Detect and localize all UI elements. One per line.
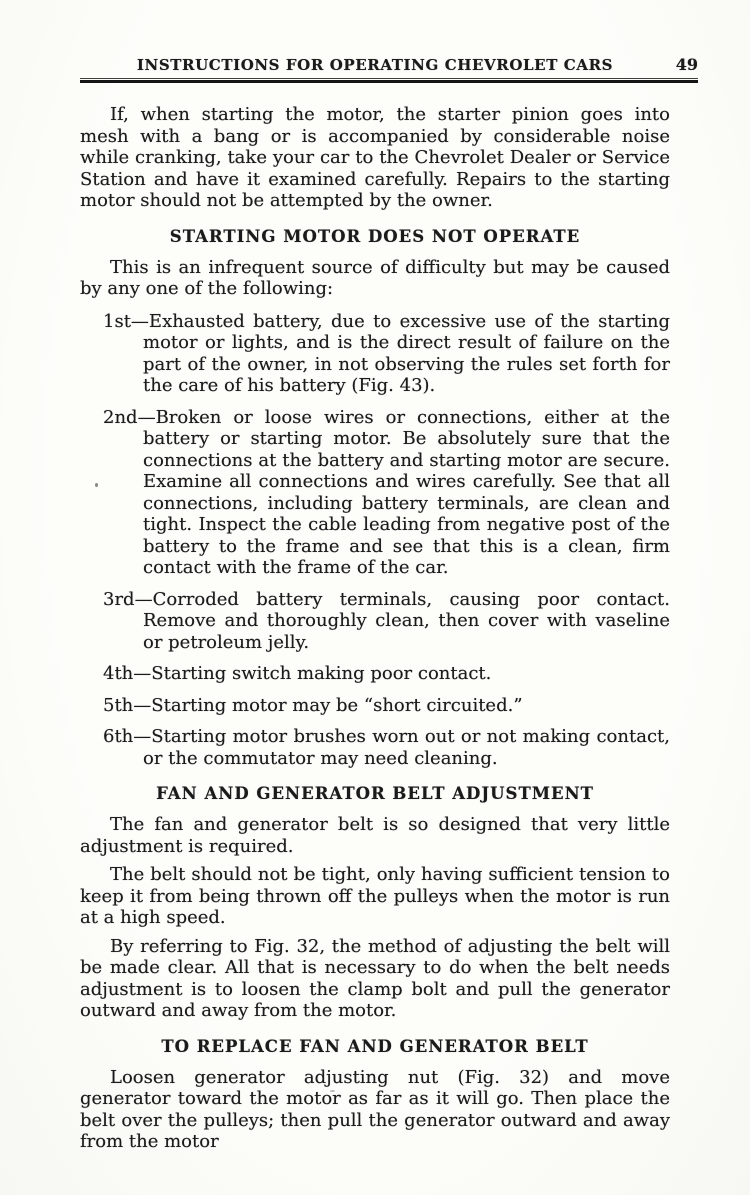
scan-artifact bbox=[95, 483, 98, 487]
page-content bbox=[80, 55, 698, 1153]
header-rule bbox=[80, 78, 698, 83]
running-head-title: INSTRUCTIONS FOR OPERATING CHEVROLET CARS bbox=[136, 56, 614, 74]
section-heading-replace-belt: TO REPLACE FAN AND GENERATOR BELT bbox=[161, 1036, 589, 1056]
list-item-5th: 5th—Starting motor may be “short circuited.” bbox=[103, 694, 523, 716]
starting-motor-lead-paragraph: This is an infrequent source of difficulty but may be caused by any one of the following: bbox=[80, 256, 670, 299]
intro-paragraph: If, when starting the motor, the starter pinion goes into mesh with a bang or is accompanied by considerable noise while cranking, take your car to the Chevrolet Dealer or Service Station and have it examined carefully. Repairs to the starting motor should not be attempted by the owner. bbox=[80, 104, 670, 211]
section-heading-belt-adjustment: FAN AND GENERATOR BELT ADJUSTMENT bbox=[156, 784, 594, 803]
list-item-4th: 4th—Starting switch making poor contact. bbox=[103, 663, 492, 684]
belt-adjustment-paragraph-2: The belt should not be tight, only having sufficient tension to keep it from being thrown off the pulleys when the motor is run at a high speed. bbox=[80, 864, 670, 928]
page-number: 49 bbox=[675, 55, 698, 74]
list-item-2nd: 2nd—Broken or loose wires or connections, either at the battery or starting motor. Be absolutely sure that the connections at the battery and starting motor are secure. Examine all connections and wires carefully. See that all connections, including battery terminals, are clean and tight. Inspect the cable leading from negative post of the battery to the frame and see that this is a clean, firm contact with the frame of the car. bbox=[103, 406, 670, 578]
replace-belt-paragraph-1: Loosen generator adjusting nut (Fig. 32) and move generator toward the motor as far as it will go. Then place the belt over the pulleys; then pull the generator outward and away from the motor bbox=[80, 1066, 670, 1152]
section-heading-starting-motor: STARTING MOTOR DOES NOT OPERATE bbox=[169, 226, 581, 246]
list-item-6th: 6th—Starting motor brushes worn out or not making contact, or the commutator may need cleaning. bbox=[103, 726, 670, 769]
list-item-3rd: 3rd—Corroded battery terminals, causing poor contact. Remove and thoroughly clean, then cover with vaseline or petroleum jelly. bbox=[103, 588, 670, 653]
cause-list bbox=[80, 311, 670, 770]
belt-adjustment-paragraph-3: By referring to Fig. 32, the method of adjusting the belt will be made clear. All that is necessary to do when the belt needs adjustment is to loosen the clamp bolt and pull the generator outward and away from the motor. bbox=[80, 935, 670, 1021]
scan-artifact bbox=[330, 1090, 335, 1092]
page-header bbox=[80, 56, 698, 75]
belt-adjustment-paragraph-1: The fan and generator belt is so designed that very little adjustment is required. bbox=[80, 814, 670, 857]
list-item-1st: 1st—Exhausted battery, due to excessive use of the starting motor or lights, and is the direct result of failure on the part of the owner, in not observing the rules set forth for the care of his battery (Fig. 43). bbox=[103, 310, 670, 396]
